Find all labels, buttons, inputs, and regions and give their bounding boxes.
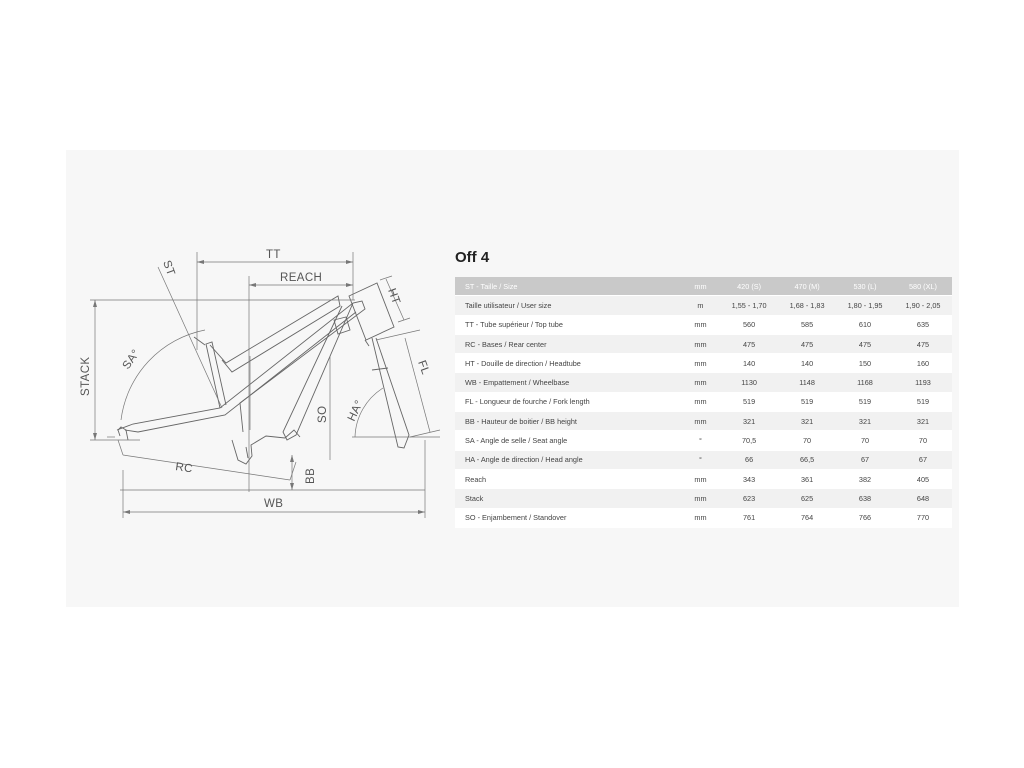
row-value: 585 — [778, 315, 836, 334]
row-value: 764 — [778, 508, 836, 527]
row-unit: mm — [681, 392, 720, 411]
table-body — [455, 296, 952, 528]
label-wb: WB — [264, 498, 284, 510]
row-label: TT - Tube supérieur / Top tube — [455, 315, 681, 334]
row-unit: m — [681, 296, 720, 315]
row-value: 623 — [720, 489, 778, 508]
row-value: 66,5 — [778, 450, 836, 469]
row-value: 761 — [720, 508, 778, 527]
row-value: 519 — [778, 392, 836, 411]
row-value: 475 — [778, 334, 836, 353]
row-value: 519 — [836, 392, 894, 411]
row-value: 321 — [720, 412, 778, 431]
row-value: 150 — [836, 354, 894, 373]
frame-geometry-diagram — [70, 240, 450, 530]
label-reach: REACH — [280, 272, 323, 284]
table-row — [455, 450, 952, 469]
row-value: 475 — [894, 334, 952, 353]
model-title: Off 4 — [455, 249, 490, 266]
row-value: 321 — [894, 412, 952, 431]
row-value: 1,68 - 1,83 — [778, 296, 836, 315]
label-tt: TT — [266, 249, 281, 261]
row-value: 382 — [836, 469, 894, 488]
row-label: HT - Douille de direction / Headtube — [455, 354, 681, 373]
row-value: 405 — [894, 469, 952, 488]
table-header-row — [455, 277, 952, 296]
row-value: 1168 — [836, 373, 894, 392]
header-size: 420 (S) — [720, 277, 778, 296]
row-unit: mm — [681, 412, 720, 431]
geometry-table — [455, 277, 952, 528]
row-value: 475 — [836, 334, 894, 353]
row-unit: mm — [681, 354, 720, 373]
table-row — [455, 373, 952, 392]
label-sa: SA° — [120, 347, 143, 372]
row-value: 1,90 - 2,05 — [894, 296, 952, 315]
header-label: ST - Taille / Size — [455, 277, 681, 296]
row-label: BB - Hauteur de boitier / BB height — [455, 412, 681, 431]
header-size: 530 (L) — [836, 277, 894, 296]
table-row — [455, 354, 952, 373]
row-value: 361 — [778, 469, 836, 488]
header-size: 580 (XL) — [894, 277, 952, 296]
row-unit: mm — [681, 469, 720, 488]
table-row — [455, 334, 952, 353]
row-label: Taille utilisateur / User size — [455, 296, 681, 315]
row-value: 321 — [836, 412, 894, 431]
row-unit: mm — [681, 489, 720, 508]
table-row — [455, 392, 952, 411]
label-rc: RC — [174, 461, 194, 476]
row-value: 560 — [720, 315, 778, 334]
label-st: ST — [160, 258, 177, 278]
row-value: 160 — [894, 354, 952, 373]
row-label: FL - Longueur de fourche / Fork length — [455, 392, 681, 411]
row-value: 519 — [720, 392, 778, 411]
row-value: 625 — [778, 489, 836, 508]
label-so: SO — [317, 405, 329, 423]
row-value: 1148 — [778, 373, 836, 392]
row-value: 140 — [720, 354, 778, 373]
header-size: 470 (M) — [778, 277, 836, 296]
label-ha: HA° — [345, 398, 366, 424]
row-unit: ° — [681, 431, 720, 450]
table-row — [455, 469, 952, 488]
row-label: SO - Enjambement / Standover — [455, 508, 681, 527]
table-row — [455, 508, 952, 527]
row-value: 648 — [894, 489, 952, 508]
row-value: 519 — [894, 392, 952, 411]
header-unit: mm — [681, 277, 720, 296]
row-unit: ° — [681, 450, 720, 469]
row-label: WB - Empattement / Wheelbase — [455, 373, 681, 392]
row-value: 70 — [836, 431, 894, 450]
label-fl: FL — [415, 358, 432, 377]
row-value: 67 — [894, 450, 952, 469]
table-row — [455, 315, 952, 334]
row-value: 140 — [778, 354, 836, 373]
row-value: 1,80 - 1,95 — [836, 296, 894, 315]
table-row — [455, 431, 952, 450]
label-stack: STACK — [80, 356, 92, 396]
row-value: 766 — [836, 508, 894, 527]
label-bb: BB — [305, 467, 317, 484]
row-label: Stack — [455, 489, 681, 508]
row-unit: mm — [681, 315, 720, 334]
label-ht: HT — [385, 286, 402, 307]
row-value: 343 — [720, 469, 778, 488]
row-value: 70 — [778, 431, 836, 450]
row-value: 1193 — [894, 373, 952, 392]
row-unit: mm — [681, 508, 720, 527]
row-value: 770 — [894, 508, 952, 527]
row-value: 70,5 — [720, 431, 778, 450]
row-label: RC - Bases / Rear center — [455, 334, 681, 353]
table-row — [455, 489, 952, 508]
row-label: Reach — [455, 469, 681, 488]
frame-svg — [70, 240, 450, 530]
table-row — [455, 296, 952, 315]
row-label: HA - Angle de direction / Head angle — [455, 450, 681, 469]
row-value: 475 — [720, 334, 778, 353]
row-value: 321 — [778, 412, 836, 431]
row-label: SA - Angle de selle / Seat angle — [455, 431, 681, 450]
row-value: 1130 — [720, 373, 778, 392]
row-unit: mm — [681, 373, 720, 392]
row-value: 1,55 - 1,70 — [720, 296, 778, 315]
table-row — [455, 412, 952, 431]
row-value: 638 — [836, 489, 894, 508]
row-value: 67 — [836, 450, 894, 469]
row-value: 66 — [720, 450, 778, 469]
arrow-heads — [93, 260, 425, 514]
row-value: 610 — [836, 315, 894, 334]
row-unit: mm — [681, 334, 720, 353]
row-value: 70 — [894, 431, 952, 450]
row-value: 635 — [894, 315, 952, 334]
